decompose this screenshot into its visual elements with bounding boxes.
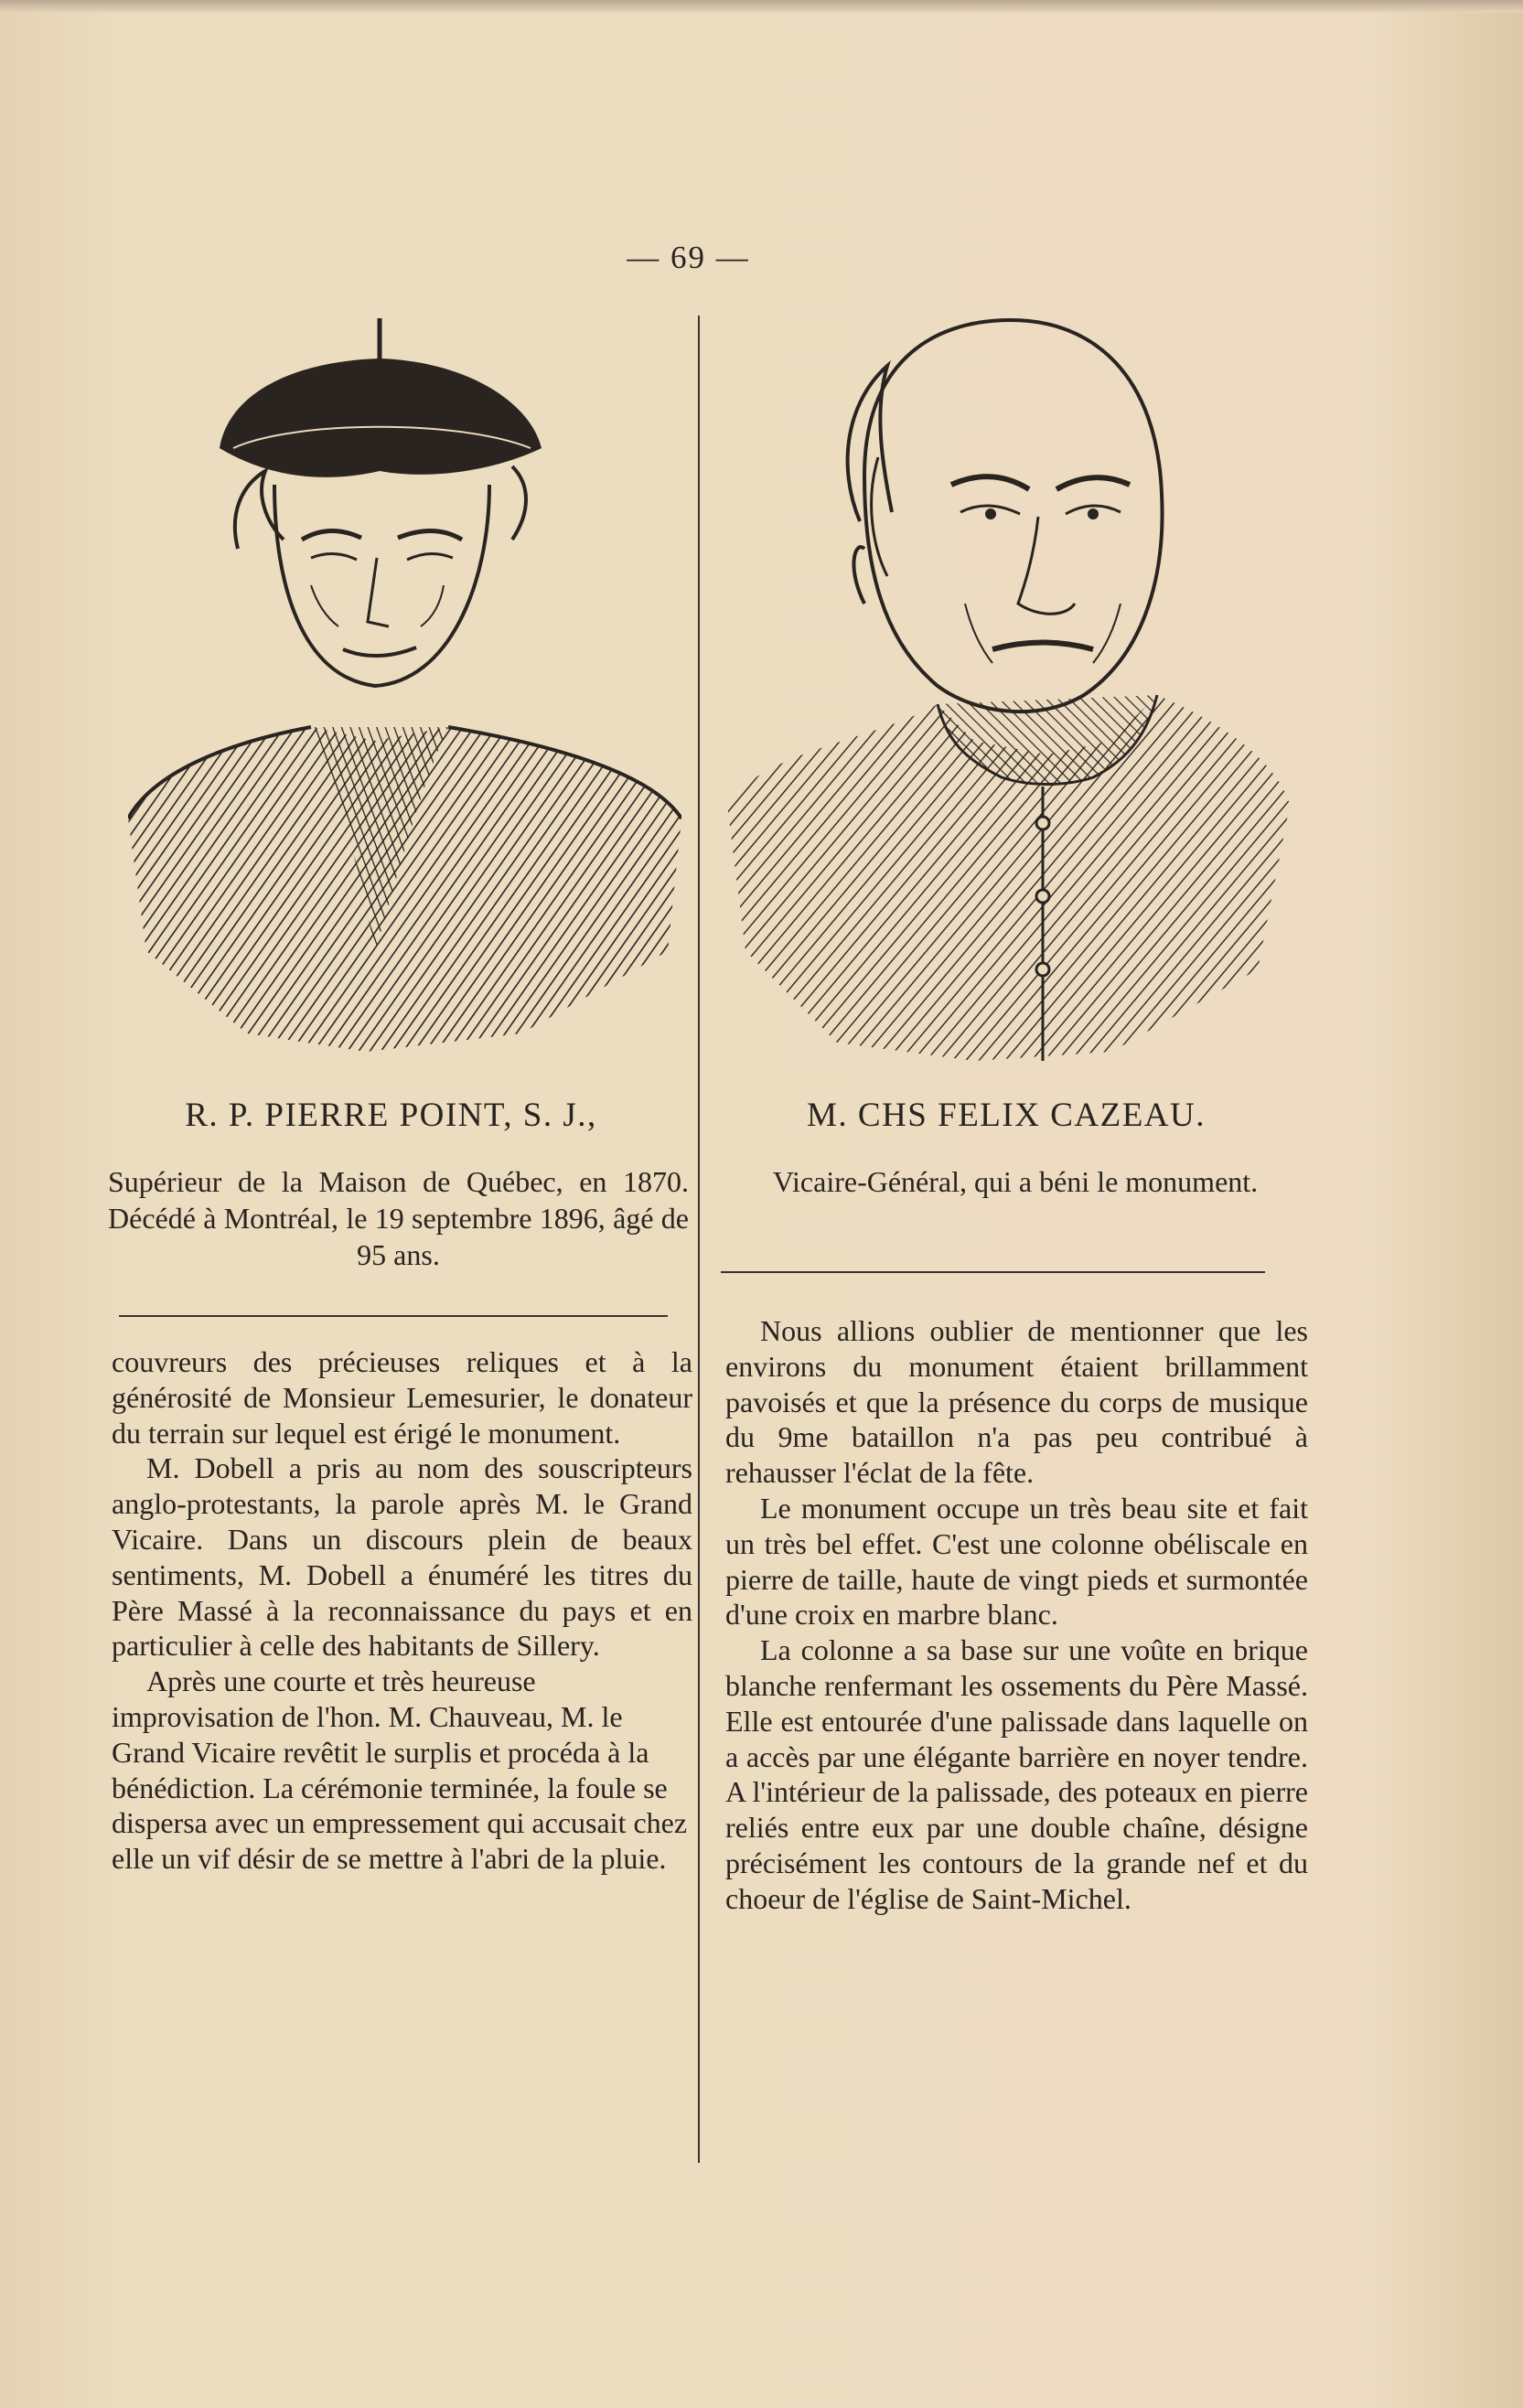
left-paragraph-3: Après une courte et très heureuse improvisation de l'hon. M. Chauveau, M. le Grand Vicaire revêtit le surplis et procéda à la bénédiction. La cérémonie terminée, la foule se dispersa avec un empressement qui accusait chez elle un vif désir de se mettre à l'abri de la pluie. (112, 1664, 688, 1876)
right-paragraph-3: La colonne a sa base sur une voûte en brique blanche renfermant les ossements du Père Massé. Elle est entourée d'une palissade dans laquelle on a accès par une élégante barrière en noyer tendre. A l'intérieur de la palissade, des poteaux en pierre reliés entre eux par une double chaîne, désigne précisément les contours de la grande nef et du choeur de l'église de Saint-Michel. (725, 1633, 1308, 1915)
portrait-chs-felix-cazeau (727, 311, 1290, 1061)
right-portrait-name: M. CHS FELIX CAZEAU. (807, 1097, 1206, 1134)
left-paragraph-1: couvreurs des précieuses reliques et à la générosité de Monsieur Lemesurier, le donateur du terrain sur lequel est érigé le monument. (112, 1345, 692, 1450)
right-portrait-caption: Vicaire-Général, qui a béni le monument. (772, 1165, 1259, 1198)
right-text-column (725, 1313, 1308, 1917)
left-portrait-caption: Supérieur de la Maison de Québec, en 1870. Décédé à Montréal, le 19 septembre 1896, âgé de 95 ans. (108, 1165, 689, 1271)
left-caption-rule (119, 1315, 668, 1317)
left-paragraph-2: M. Dobell a pris au nom des souscripteurs anglo-protestants, la parole après M. le Grand Vicaire. Dans un discours plein de beaux sentiments, M. Dobell a énuméré les titres du Père Massé à la reconnaissance du pays et en particulier à celle des habitants de Sillery. (112, 1451, 692, 1663)
page-top-edge (0, 0, 1523, 13)
portrait-pierre-point (128, 311, 681, 1052)
column-divider (698, 316, 700, 2163)
left-text-column (112, 1344, 692, 1877)
right-caption-rule (721, 1271, 1265, 1273)
left-portrait-name: R. P. PIERRE POINT, S. J., (185, 1097, 597, 1134)
page-number: — 69 — (627, 240, 750, 275)
right-paragraph-2: Le monument occupe un très beau site et fait un très bel effet. C'est une colonne obéliscale en pierre de taille, haute de vingt pieds et surmontée d'une croix en marbre blanc. (725, 1491, 1308, 1632)
right-paragraph-1: Nous allions oublier de mentionner que les environs du monument étaient brillamment pavoisés et que la présence du corps de musique du 9me bataillon n'a pas peu contribué à rehausser l'éclat de la fête. (725, 1314, 1308, 1490)
